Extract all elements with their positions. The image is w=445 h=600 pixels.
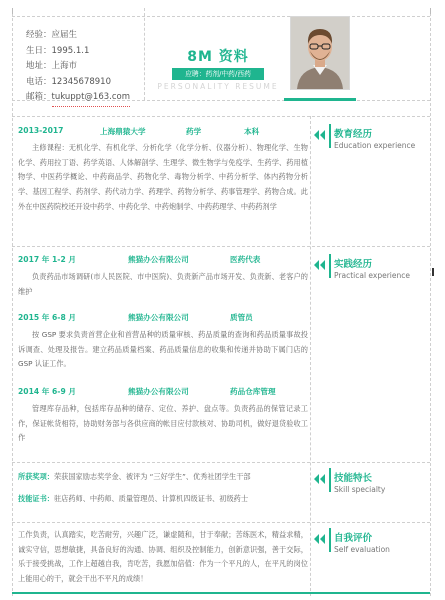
practice-item-header: 2014 年 6-9 月 熊猫办公有限公司 药品仓库管理: [18, 387, 276, 396]
grid-line: [12, 522, 430, 523]
practice-item-text: 按 GSP 要求负责首营企业和首营品种的质量审核、药品质量的查询和药品质量事故投诉调查、处理及报告。建立药品质量档案、药品质量信息的收集和传递并协助下属门店的 GSP 认证工作。: [18, 330, 308, 369]
info-row-phone: 电话：12345678910: [26, 76, 112, 87]
personal-info: [26, 28, 130, 107]
info-row-email: 邮箱：tukuppt@163.com: [26, 90, 130, 107]
edu-degree: 本科: [244, 127, 260, 136]
margin-tick: [12, 8, 13, 14]
certificates-line: 技能证书：驻店药师、中药师、质量管理员、计算机四级证书、初级药士: [18, 494, 249, 503]
section-title-skills: 技能特长: [334, 473, 373, 484]
margin-tick: [430, 8, 431, 14]
section-title-practice: 实践经历: [334, 259, 373, 270]
info-row-experience: 经验：应届生: [26, 30, 78, 40]
grid-line: [144, 8, 145, 100]
title-english: PERSONALITY RESUME: [157, 82, 279, 91]
practice-item-text: 管理库存品种，包括库存品种的储存、定位、养护、盘点等。负责药品的保管记录工作，保证帐货相符，协助财务部与各供应商的帐目应付款核对、协助司机，做好退货验收工作: [18, 404, 308, 443]
section-rail: [329, 528, 331, 552]
avatar-image: [291, 17, 349, 89]
avatar-photo: [290, 16, 350, 90]
edu-school: 上海鼎猿大学: [100, 127, 146, 136]
grid-line: [12, 116, 430, 117]
edu-description: 主修课程：无机化学、有机化学、分析化学（化学分析、仪器分析）、物理化学、生物化学、药用拉丁语、药学英语、人体解剖学、生理学、微生物学与免疫学、生药学、药用植物学、中医药学概论、中药商品学、药物化学、毒物分析学、中药分析学、体内药物分析学、基因工程学、药剂学、药代动力学、药理学、药物分析学、药事管理学、药物合成。此外在中医药院校还开设中药学、中药化学、中药炮制学、中药药理学、中药药剂学: [18, 143, 308, 211]
double-chevron-left-icon: [314, 260, 326, 270]
self-evaluation-text: 工作负责，认真踏实，吃苦耐劳，兴趣广泛，谦虚随和，甘于奉献；苦练医术，精益求精，诚实守信，思想敏捷，具备良好的沟通、协调、组织及控制能力，创新意识强，善于交际，乐于接受挑战，工作上超越自我，肯吃苦，我愿加倍值：作为一个平凡的人，在平凡的岗位上能用心的干，就会干出不平凡的成绩！: [18, 530, 308, 584]
info-row-address: 地址：上海市: [26, 61, 78, 71]
double-chevron-left-icon: [314, 474, 326, 484]
grid-line: [12, 8, 13, 596]
edu-major: 药学: [186, 127, 202, 136]
text-cursor-marker: [432, 268, 434, 276]
photo-accent-bar: [284, 98, 356, 101]
section-subtitle-self: Self evaluation: [334, 545, 390, 554]
footer-accent-bar: [12, 592, 430, 594]
section-subtitle-skills: Skill specialty: [334, 485, 386, 494]
double-chevron-left-icon: [314, 534, 326, 544]
email-link[interactable]: tukuppt@163.com: [52, 90, 130, 107]
resume-title-block: [148, 18, 288, 98]
edu-date: 2013-2017: [18, 126, 64, 135]
section-title-self: 自我评价: [334, 533, 373, 544]
grid-line: [12, 16, 430, 17]
education-header: [18, 126, 308, 138]
section-rail: [329, 468, 331, 492]
section-subtitle-education: Education experience: [334, 141, 416, 150]
practice-item-header: 2015 年 6-8 月 熊猫办公有限公司 质管员: [18, 313, 253, 322]
section-rail: [329, 254, 331, 278]
section-title-education: 教育经历: [334, 129, 373, 140]
job-target-badge: 应聘：药剂/中药/西药: [172, 68, 264, 80]
awards-line: 所获奖项：荣获国家励志奖学金、被评为 “三好学生”、优秀社团学生干部: [18, 472, 251, 481]
practice-item-text: 负责药品市场调研(市人民医院、市中医院)、负责新产品市场开发、负责新、老客户的维护: [18, 272, 308, 296]
resume-page: [12, 8, 430, 596]
info-row-birthday: 生日：1995.1.1: [26, 45, 90, 56]
grid-line: [12, 462, 430, 463]
grid-line: [12, 246, 430, 247]
grid-line: [430, 8, 431, 596]
double-chevron-left-icon: [314, 130, 326, 140]
section-rail: [329, 124, 331, 148]
grid-line: [310, 116, 311, 596]
page-title: 8M 资料: [187, 49, 249, 65]
practice-item-header: 2017 年 1-2 月 熊猫办公有限公司 医药代表: [18, 255, 261, 264]
section-subtitle-practice: Practical experience: [334, 271, 410, 280]
